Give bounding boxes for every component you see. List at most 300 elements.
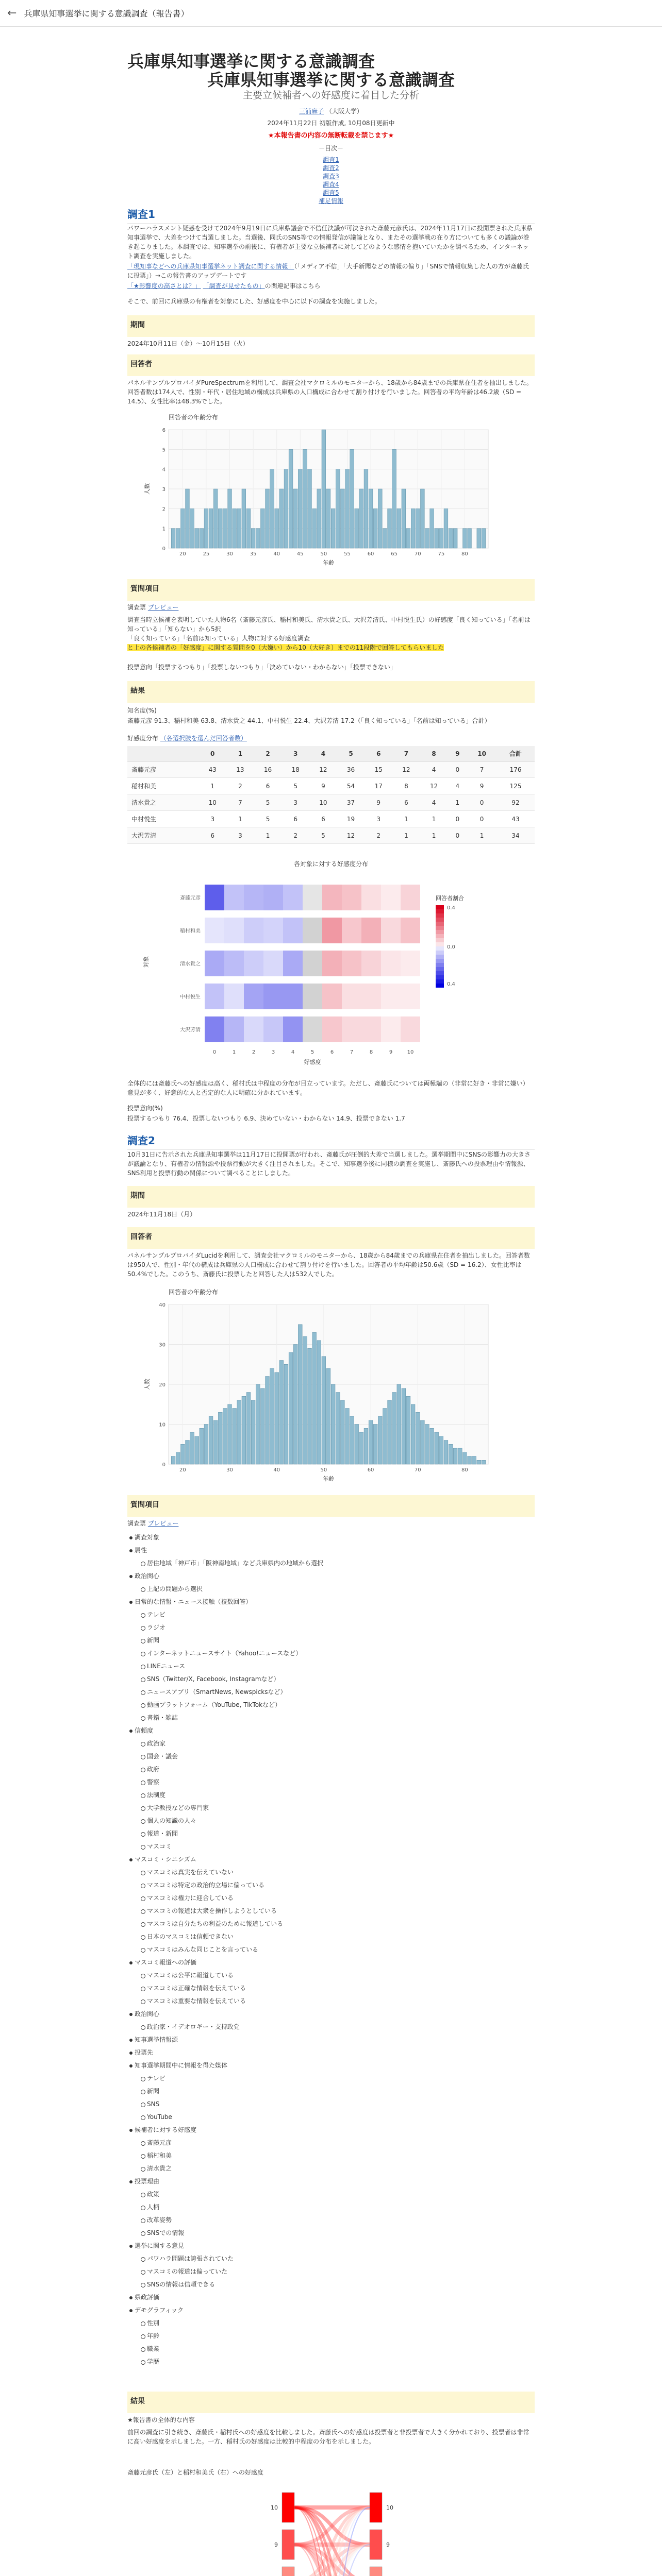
histogram-bar bbox=[289, 1352, 293, 1464]
histogram-bar bbox=[176, 1452, 180, 1464]
histogram-bar bbox=[420, 489, 424, 548]
histogram-bar bbox=[439, 1436, 443, 1464]
heatmap-col-label: 9 bbox=[389, 1049, 393, 1055]
legend-swatch bbox=[436, 905, 444, 909]
table-header-cell: 7 bbox=[392, 746, 420, 761]
question-item: マスコミは特定の政治的立場に偏っている bbox=[127, 1879, 535, 1892]
question-group: 投票理由 bbox=[127, 2175, 535, 2188]
chart-title: 回答者の年齢分布 bbox=[169, 414, 219, 421]
question-group: 候補者に対する好感度 bbox=[127, 2124, 535, 2137]
x-tick-label: 55 bbox=[344, 551, 351, 557]
y-axis-label: 対象 bbox=[143, 956, 150, 968]
histogram-bar bbox=[477, 529, 481, 548]
heatmap-cell bbox=[401, 1016, 420, 1042]
top-bar bbox=[0, 0, 662, 27]
heatmap-cell bbox=[401, 918, 420, 943]
histogram-bar bbox=[463, 529, 467, 548]
question-item: SNS bbox=[127, 2098, 535, 2111]
table-header-cell bbox=[127, 746, 198, 761]
y-axis-label: 人数 bbox=[144, 483, 151, 495]
histogram-bar bbox=[308, 469, 312, 548]
table-cell: 3 bbox=[282, 794, 309, 811]
toc-link[interactable]: 調査3 bbox=[323, 173, 339, 180]
table-cell: 10 bbox=[198, 794, 226, 811]
legend-swatch bbox=[436, 963, 444, 967]
survey2-period: 2024年11月18日（月） bbox=[127, 1211, 196, 1218]
histogram-bar bbox=[251, 529, 255, 548]
histogram-bar bbox=[435, 529, 439, 548]
y-tick-label: 20 bbox=[159, 1382, 166, 1388]
question-item: ラジオ bbox=[127, 1621, 535, 1634]
table-cell: 92 bbox=[496, 794, 535, 811]
histogram-bar bbox=[369, 1420, 373, 1464]
legend-swatch bbox=[436, 971, 444, 975]
survey1-links: 「現知事などへの兵庫県知事選挙ネット調査に関する情報」（「メディア不信」「大手新聞などの情報の偏り」「SNSで情報収集した人の方が斎藤氏に投票」）→この報告書のアップデートです bbox=[127, 263, 529, 279]
y-axis-label: 人数 bbox=[144, 1379, 151, 1390]
report-title-repeat: 兵庫県知事選挙に関する意識調査 bbox=[207, 70, 455, 90]
histogram-bar bbox=[420, 1420, 424, 1464]
heatmap-cell bbox=[283, 885, 303, 910]
histogram-bar bbox=[213, 489, 218, 548]
report-page bbox=[127, 27, 535, 2576]
table-cell: 0 bbox=[448, 761, 467, 778]
histogram-bar bbox=[233, 509, 237, 548]
histogram-bar bbox=[350, 1416, 354, 1464]
heatmap-cell bbox=[263, 951, 283, 976]
sankey-label-right: 9 bbox=[386, 2541, 390, 2548]
histogram-bar bbox=[397, 1384, 401, 1464]
question-item: 清水貴之 bbox=[127, 2162, 535, 2175]
survey1-items-text3: 投票意向「投票するつもり」「投票しないつもり」「決めていない・わからない」「投票できない」 bbox=[127, 664, 396, 671]
question-item: 人柄 bbox=[127, 2201, 535, 2214]
x-tick-label: 45 bbox=[296, 551, 304, 557]
sankey-node-right bbox=[370, 2530, 382, 2560]
histogram-bar bbox=[270, 469, 274, 548]
table-cell: 6 bbox=[309, 811, 337, 827]
histogram-bar bbox=[237, 1400, 241, 1464]
question-group: デモグラフィック bbox=[127, 2304, 535, 2317]
question-item: 斎藤元彦 bbox=[127, 2137, 535, 2149]
question-item: マスコミは公平に報道している bbox=[127, 1969, 535, 1982]
x-tick-label: 80 bbox=[461, 551, 468, 557]
table-cell: 0 bbox=[448, 827, 467, 844]
question-item: 政治家 bbox=[127, 1737, 535, 1750]
question-item: テレビ bbox=[127, 2072, 535, 2085]
toc-link[interactable]: 調査2 bbox=[323, 164, 339, 172]
heatmap-cell bbox=[322, 951, 342, 976]
preview-link[interactable]: プレビュー bbox=[147, 604, 179, 611]
sankey-node-right bbox=[370, 2567, 382, 2576]
histogram-bar bbox=[218, 1412, 222, 1464]
histogram-bar bbox=[444, 509, 448, 548]
histogram-bar bbox=[298, 1325, 302, 1464]
histogram-bar bbox=[195, 1436, 199, 1464]
report-subtitle: 主要立候補者への好感度に着目した分析 bbox=[242, 90, 419, 101]
question-item: LINEニュース bbox=[127, 1660, 535, 1673]
histogram-bar bbox=[331, 1384, 335, 1464]
histogram-bar bbox=[190, 509, 194, 548]
legend-label: 0.4 bbox=[447, 905, 455, 911]
legend-label: 0.4 bbox=[447, 981, 455, 987]
histogram-bar bbox=[204, 509, 208, 548]
histogram-bar bbox=[388, 1400, 392, 1464]
survey1-items-text: 調査当時立候補を表明していた人物6名（斎藤元彦氏、稲村和美氏、清水貴之氏、大沢芳清氏、中村悦生氏）の好感度「良く知っている」「名前は知っている」「知らない」から5択 bbox=[127, 616, 531, 633]
question-item: マスコミは自分たちの利益のために報道している bbox=[127, 1918, 535, 1930]
heatmap-cell bbox=[244, 918, 263, 943]
question-item: 個人の知識の人々 bbox=[127, 1815, 535, 1827]
histogram-bar bbox=[246, 1393, 251, 1465]
histogram-bar bbox=[336, 1393, 340, 1465]
histogram-bar bbox=[171, 529, 175, 548]
heatmap-cell bbox=[361, 984, 381, 1009]
toc-link[interactable]: 調査1 bbox=[323, 156, 339, 163]
table-cell: 12 bbox=[337, 827, 365, 844]
preview-link[interactable]: プレビュー bbox=[147, 1520, 179, 1527]
question-group: 政治関心 bbox=[127, 2008, 535, 2021]
heatmap-cell bbox=[381, 984, 401, 1009]
histogram-bar bbox=[284, 1364, 288, 1464]
histogram-bar bbox=[317, 1341, 321, 1464]
question-item: ニュースアプリ（SmartNews, Newspicksなど） bbox=[127, 1686, 535, 1699]
heatmap-col-label: 8 bbox=[369, 1049, 373, 1055]
result-awareness-text: 斎藤元彦 91.3、稲村和美 63.8、清水貴之 44.1、中村悦生 22.4、大沢芳清 17.2（「良く知っている」「名前は知っている」合計） bbox=[127, 717, 491, 724]
heatmap-cell bbox=[322, 1016, 342, 1042]
histogram-bar bbox=[373, 1425, 377, 1465]
heatmap-cell bbox=[244, 984, 263, 1009]
related-link[interactable]: 「調査が見せたもの」 bbox=[203, 282, 265, 290]
table-cell: 1 bbox=[392, 811, 420, 827]
histogram-bar bbox=[260, 1388, 264, 1464]
histogram-bar bbox=[312, 509, 317, 548]
table-header-cell: 3 bbox=[282, 746, 309, 761]
heatmap-cell bbox=[303, 984, 322, 1009]
question-item: 報道・新聞 bbox=[127, 1827, 535, 1840]
legend-swatch bbox=[436, 967, 444, 971]
heatmap-row-label: 清水貴之 bbox=[180, 961, 201, 967]
heatmap-col-label: 7 bbox=[350, 1049, 354, 1055]
histogram-bar bbox=[209, 1416, 213, 1464]
question-item: 居住地域「神戸市」「阪神南地域」など兵庫県内の地域から選択 bbox=[127, 1557, 535, 1570]
histogram-bar bbox=[303, 449, 307, 548]
histogram-bar bbox=[246, 509, 251, 548]
question-item: マスコミはみんな同じことを言っている bbox=[127, 1943, 535, 1956]
y-tick-label: 10 bbox=[159, 1422, 166, 1428]
histogram-bar bbox=[279, 489, 284, 548]
histogram-bar bbox=[213, 1420, 218, 1464]
histogram-bar bbox=[275, 509, 279, 548]
histogram-bar bbox=[186, 1440, 190, 1465]
histogram-bar bbox=[228, 1404, 232, 1464]
survey2-questionnaire: 調査票 プレビュー bbox=[127, 1520, 179, 1527]
x-tick-label: 60 bbox=[367, 551, 374, 557]
sankey-label-left: 9 bbox=[274, 2541, 278, 2548]
table-header-cell: 1 bbox=[226, 746, 254, 761]
histogram-bar bbox=[402, 489, 406, 548]
toc-link[interactable]: 調査5 bbox=[323, 189, 339, 196]
survey1-period: 2024年10月11日（金）〜10月15日（火） bbox=[127, 340, 249, 347]
heatmap-cell bbox=[303, 918, 322, 943]
toc-link[interactable]: 調査4 bbox=[323, 181, 339, 188]
question-item: テレビ bbox=[127, 1608, 535, 1621]
heatmap-cell bbox=[263, 1016, 283, 1042]
age-histogram-1-svg bbox=[127, 409, 535, 569]
heatmap-cell bbox=[361, 918, 381, 943]
heatmap-cell bbox=[401, 885, 420, 910]
heatmap-cell bbox=[205, 984, 224, 1009]
heatmap-cell bbox=[303, 885, 322, 910]
table-header-cell: 10 bbox=[467, 746, 496, 761]
histogram-bar bbox=[378, 489, 382, 548]
histogram-bar bbox=[425, 529, 429, 548]
question-group: 属性 bbox=[127, 1544, 535, 1557]
sankey-title: 斎藤元彦氏（左）と稲村和美氏（右）への好感度 bbox=[127, 2469, 264, 2476]
histogram-bar bbox=[472, 1456, 476, 1465]
heatmap-cell bbox=[224, 885, 244, 910]
question-group: マスコミ・シニシズム bbox=[127, 1853, 535, 1866]
heatmap-cell bbox=[283, 951, 303, 976]
legend-swatch bbox=[436, 984, 444, 988]
section-respondents: 回答者 bbox=[127, 354, 535, 376]
table-cell: 5 bbox=[254, 794, 282, 811]
table-header-cell: 2 bbox=[254, 746, 282, 761]
heatmap-cell bbox=[381, 1016, 401, 1042]
table-cell: 清水貴之 bbox=[127, 794, 198, 811]
histogram-bar bbox=[218, 509, 222, 548]
section-items: 質問項目 bbox=[127, 579, 535, 601]
heatmap-cell bbox=[322, 918, 342, 943]
question-item: 法制度 bbox=[127, 1789, 535, 1802]
question-item: インターネットニュースサイト（Yahoo!ニュースなど） bbox=[127, 1647, 535, 1660]
heatmap-cell bbox=[342, 1016, 361, 1042]
question-item: SNSでの情報 bbox=[127, 2227, 535, 2240]
table-cell: 9 bbox=[365, 794, 392, 811]
histogram-bar bbox=[392, 1393, 396, 1465]
histogram-bar bbox=[435, 1432, 439, 1464]
question-item: 大学教授などの専門家 bbox=[127, 1802, 535, 1815]
heatmap-col-label: 2 bbox=[252, 1049, 256, 1055]
sankey-node-left bbox=[282, 2493, 294, 2522]
question-item: マスコミの報道は偏っていた bbox=[127, 2265, 535, 2278]
heatmap-cell bbox=[224, 984, 244, 1009]
result2-subheading: ★報告書の全体的な内容 bbox=[127, 2416, 195, 2424]
x-tick-label: 80 bbox=[461, 1467, 468, 1473]
table-cell: 0 bbox=[467, 811, 496, 827]
histogram-bar bbox=[317, 489, 321, 548]
table-header-cell: 4 bbox=[309, 746, 337, 761]
question-item: 改革姿勢 bbox=[127, 2214, 535, 2227]
heatmap-cell bbox=[205, 1016, 224, 1042]
histogram-bar bbox=[406, 1396, 410, 1464]
histogram-bar bbox=[392, 449, 396, 548]
heatmap-col-label: 5 bbox=[310, 1049, 315, 1055]
histogram-bar bbox=[204, 1425, 208, 1465]
section-period: 期間 bbox=[127, 315, 535, 337]
histogram-bar bbox=[383, 1409, 387, 1465]
table-cell: 9 bbox=[309, 778, 337, 794]
sankey-label-right: 10 bbox=[386, 2504, 393, 2511]
vote-intention-text: 投票するつもり 76.4、投票しないつもり 6.9、決めていない・わからない 14.9、投票できない 1.7 bbox=[127, 1115, 405, 1122]
copyright-warning: ★本報告書の内容の無断転載を禁じます★ bbox=[268, 132, 394, 140]
back-arrow-icon[interactable]: ← bbox=[7, 7, 17, 20]
table-row bbox=[127, 827, 535, 844]
table-cell: 12 bbox=[420, 778, 448, 794]
question-item: マスコミは正確な情報を伝えている bbox=[127, 1982, 535, 1995]
histogram-bar bbox=[228, 489, 232, 548]
survey1-intro: パワーハラスメント疑惑を受けて2024年9月19日に兵庫県議会で不信任決議が可決された斎藤元彦氏は、2024年11月17日に投開票された兵庫県知事選挙で、大差をつけて当選しました。当選後、同氏のSNS等での情報発信が議論となり、またその選挙戦の在り方についても多くの議論が巻き起こりました。本調査では、知事選挙の前後に、有権者が主要な立候補者に対してどのような感情を抱いていたかを調べるため、インターネット調査を実施しました。 bbox=[127, 225, 533, 260]
table-cell: 12 bbox=[392, 761, 420, 778]
table-cell: 54 bbox=[337, 778, 365, 794]
table-row bbox=[127, 778, 535, 794]
x-tick-label: 40 bbox=[273, 1467, 280, 1473]
legend-label: 0.0 bbox=[447, 944, 455, 950]
x-tick-label: 75 bbox=[438, 551, 445, 557]
table-cell: 0 bbox=[448, 811, 467, 827]
histogram-bar bbox=[340, 489, 344, 548]
histogram-bar bbox=[458, 1448, 462, 1464]
question-item: マスコミは権力に迎合している bbox=[127, 1892, 535, 1905]
histogram-bar bbox=[482, 529, 486, 548]
question-group: 知事選挙期間中に情報を得た媒体 bbox=[127, 2059, 535, 2072]
toc-link[interactable]: 補足情報 bbox=[318, 197, 343, 205]
histogram-bar bbox=[275, 1372, 279, 1464]
table-cell: 13 bbox=[226, 761, 254, 778]
x-tick-label: 30 bbox=[226, 551, 233, 557]
legend-swatch bbox=[436, 926, 444, 930]
question-item: YouTube bbox=[127, 2111, 535, 2124]
table-row bbox=[127, 794, 535, 811]
x-tick-label: 20 bbox=[179, 1467, 186, 1473]
y-tick-label: 0 bbox=[162, 1462, 166, 1468]
question-item: 日本のマスコミは信頼できない bbox=[127, 1930, 535, 1943]
histogram-bar bbox=[195, 529, 199, 548]
histogram-bar bbox=[439, 529, 443, 548]
histogram-bar bbox=[402, 1388, 406, 1464]
question-item: マスコミは真実を伝えていない bbox=[127, 1866, 535, 1879]
histogram-bar bbox=[326, 489, 330, 548]
heatmap-cell bbox=[283, 918, 303, 943]
histogram-bar bbox=[355, 1425, 359, 1465]
question-item: SNS（Twitter/X, Facebook, Instagramなど） bbox=[127, 1673, 535, 1686]
heatmap-row-label: 稲村和美 bbox=[180, 928, 201, 934]
legend-swatch bbox=[436, 955, 444, 959]
table-cell: 18 bbox=[282, 761, 309, 778]
heatmap-cell bbox=[303, 1016, 322, 1042]
heatmap-cell bbox=[401, 951, 420, 976]
histogram-bar bbox=[237, 509, 241, 548]
question-item: 動画プラットフォーム（YouTube, TikTokなど） bbox=[127, 1699, 535, 1711]
favorability-heatmap bbox=[127, 854, 535, 1070]
histogram-bar bbox=[326, 1368, 330, 1464]
histogram-bar bbox=[411, 1404, 415, 1464]
y-tick-label: 30 bbox=[159, 1342, 166, 1348]
y-tick-label: 4 bbox=[162, 467, 166, 473]
survey1-items-highlight: と上の各候補者の「好感度」に関する質問を0（大嫌い）から10（大好き）までの11段階で回答してもらいました bbox=[127, 644, 444, 651]
related-link[interactable]: 「★影響度の高さとは？」 bbox=[127, 282, 201, 290]
table-cell: 5 bbox=[282, 778, 309, 794]
histogram-bar bbox=[477, 1460, 481, 1464]
x-tick-label: 70 bbox=[414, 1467, 421, 1473]
table-cell: 7 bbox=[467, 761, 496, 778]
question-item: 書籍・雑誌 bbox=[127, 1711, 535, 1724]
histogram-bar bbox=[266, 489, 270, 548]
x-tick-label: 65 bbox=[391, 551, 398, 557]
heatmap-col-label: 4 bbox=[291, 1049, 295, 1055]
y-tick-label: 40 bbox=[159, 1302, 166, 1308]
legend-swatch bbox=[436, 979, 444, 984]
histogram-bar bbox=[416, 1412, 420, 1464]
table-cell: 34 bbox=[496, 827, 535, 844]
table-cell: 5 bbox=[309, 827, 337, 844]
table-cell: 1 bbox=[448, 794, 467, 811]
histogram-bar bbox=[430, 1428, 434, 1464]
author-affiliation: （大阪大学） bbox=[325, 108, 363, 115]
related-link[interactable]: 「現知事などへの兵庫県知事選挙ネット調査に関する情報」 bbox=[127, 263, 294, 270]
legend-swatch bbox=[436, 913, 444, 918]
x-tick-label: 50 bbox=[320, 1467, 327, 1473]
question-item: 政策 bbox=[127, 2188, 535, 2201]
question-item: マスコミは重要な情報を伝えている bbox=[127, 1995, 535, 2008]
histogram-bar bbox=[355, 509, 359, 548]
histogram-bar bbox=[223, 509, 227, 548]
question-item-list bbox=[127, 1531, 535, 2368]
survey2-intro: 10月31日に告示された兵庫県知事選挙は11月17日に投開票が行われ、斎藤氏が圧倒的大差で当選しました。選挙期間中にSNSの影響力の大きさが議論となり、有権者の情報源や投票行動が大きく注目されました。そこで、知事選挙後に同様の調査を実施し、斎藤氏への投票理由や情報源、SNS利用と投票行動の関係について調べることにしました。 bbox=[127, 1151, 531, 1177]
legend-swatch bbox=[436, 951, 444, 955]
histogram-bar bbox=[303, 1336, 307, 1464]
report-title: 兵庫県知事選挙に関する意識調査 bbox=[127, 52, 375, 71]
sankey-node-right bbox=[370, 2493, 382, 2522]
table-cell: 中村悦生 bbox=[127, 811, 198, 827]
heatmap-cell bbox=[224, 918, 244, 943]
histogram-bar bbox=[293, 1345, 297, 1465]
histogram-bar bbox=[256, 1384, 260, 1464]
survey1-links-2: 「★影響度の高さとは？」 「調査が見せたもの」の関連記事はこちら bbox=[127, 282, 321, 290]
histogram-bar bbox=[223, 1409, 227, 1465]
table-cell: 3 bbox=[365, 811, 392, 827]
question-group: 知事選挙情報源 bbox=[127, 2033, 535, 2046]
author-link[interactable]: 三浦麻子 bbox=[299, 108, 324, 115]
heatmap-cell bbox=[342, 984, 361, 1009]
table-cell: 37 bbox=[337, 794, 365, 811]
table-header-cell: 5 bbox=[337, 746, 365, 761]
heatmap-row-label: 大沢芳清 bbox=[180, 1027, 201, 1033]
x-tick-label: 70 bbox=[414, 551, 421, 557]
heatmap-cell bbox=[263, 885, 283, 910]
table-cell: 16 bbox=[254, 761, 282, 778]
histogram-bar bbox=[411, 509, 415, 548]
table-cell: 4 bbox=[448, 778, 467, 794]
table-cell: 8 bbox=[392, 778, 420, 794]
histogram-bar bbox=[345, 1409, 350, 1465]
y-tick-label: 2 bbox=[162, 506, 166, 513]
vote-intention-heading: 投票意向(%) bbox=[127, 1105, 163, 1112]
histogram-bar bbox=[463, 1452, 467, 1464]
histogram-bar bbox=[453, 529, 457, 548]
age-histogram-2 bbox=[127, 1284, 535, 1485]
table-cell: 19 bbox=[337, 811, 365, 827]
favorability-sankey-svg bbox=[127, 2482, 535, 2576]
x-axis-label: 年齢 bbox=[323, 1476, 334, 1482]
x-tick-label: 50 bbox=[320, 551, 327, 557]
histogram-bar bbox=[425, 1425, 429, 1465]
table-note-link[interactable]: （各選択肢を選んだ回答者数） bbox=[160, 735, 247, 742]
histogram-bar bbox=[298, 469, 302, 548]
heatmap-cell bbox=[342, 885, 361, 910]
heatmap-cell bbox=[244, 1016, 263, 1042]
y-tick-label: 5 bbox=[162, 447, 166, 453]
histogram-bar bbox=[373, 509, 377, 548]
histogram-bar bbox=[388, 509, 392, 548]
table-cell: 176 bbox=[496, 761, 535, 778]
